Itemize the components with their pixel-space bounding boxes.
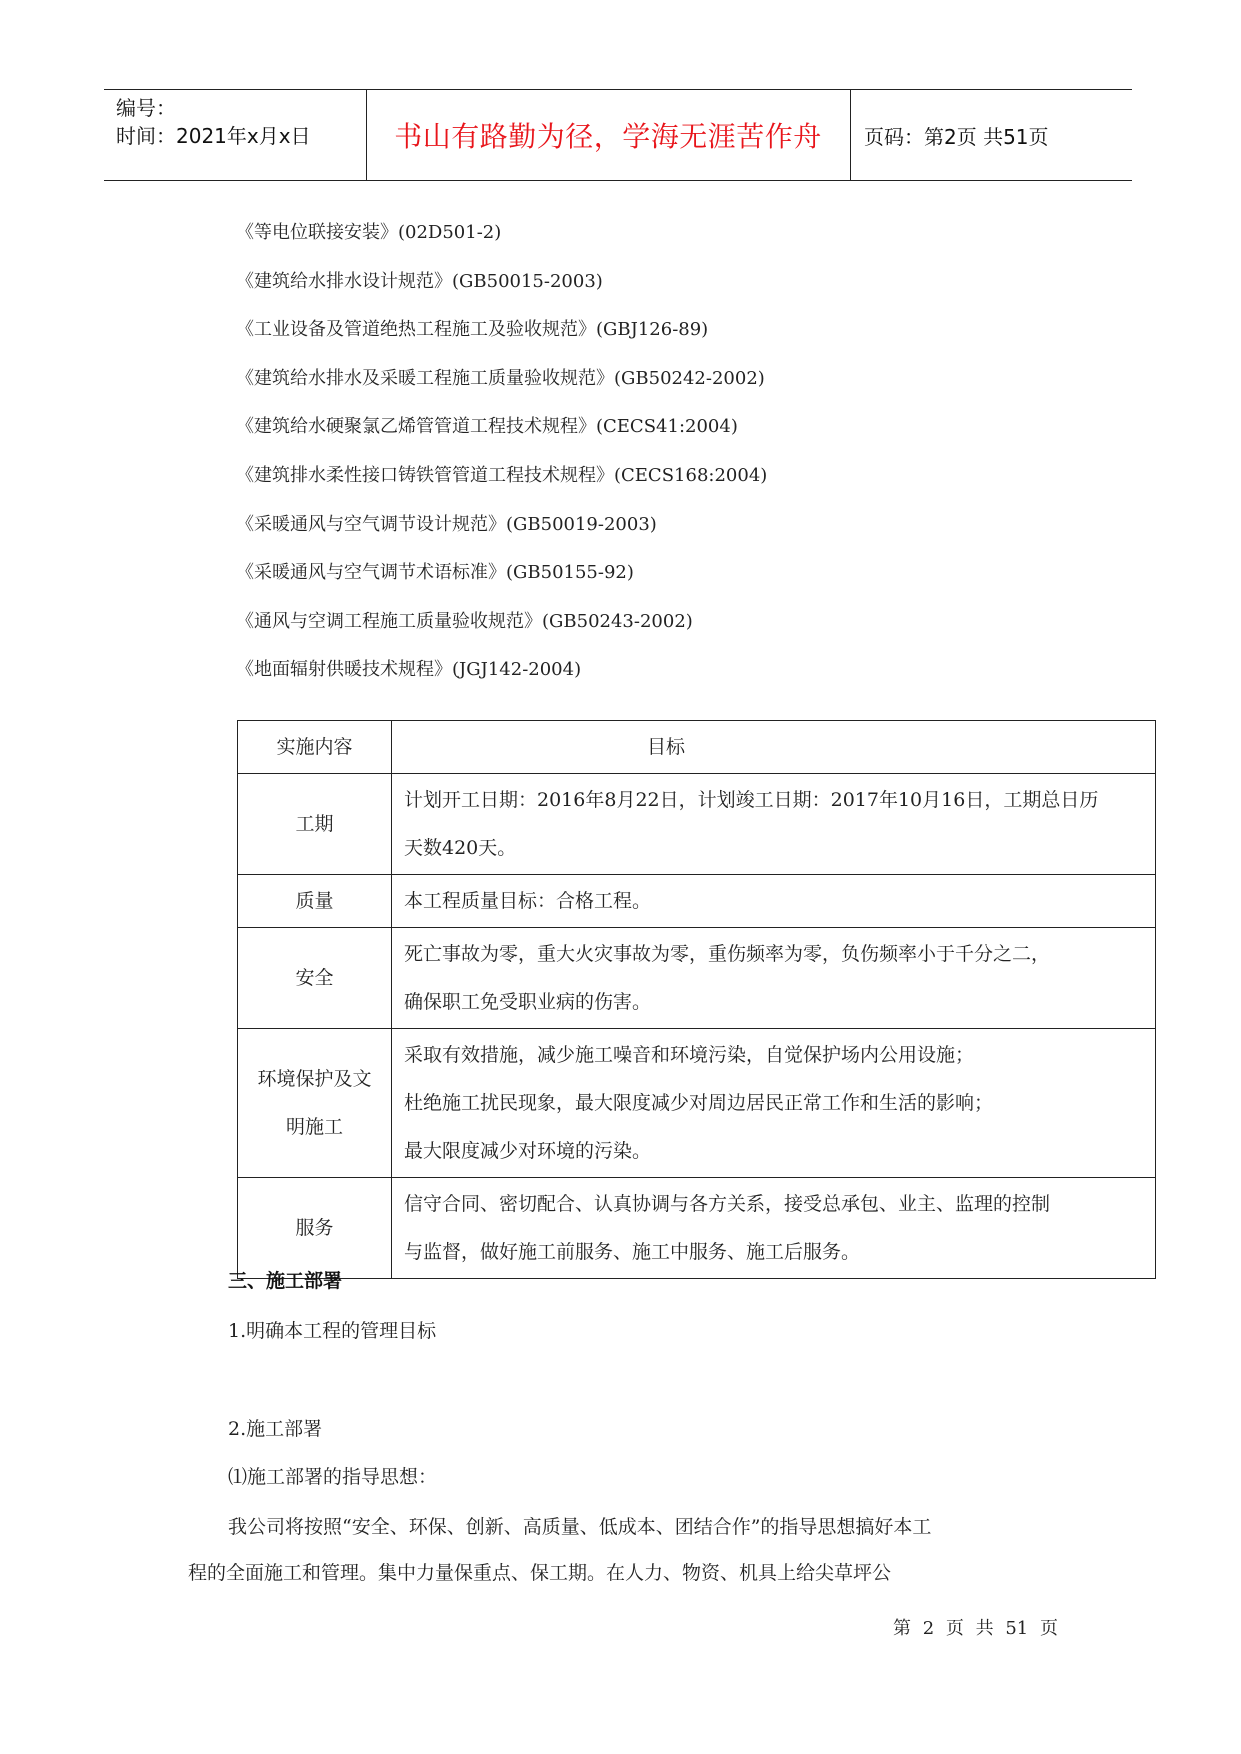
row-goal-line: 信守合同、密切配合、认真协调与各方关系，接受总承包、业主、监理的控制 (404, 1193, 1051, 1215)
document-header (104, 89, 1132, 181)
standard-item: 《采暖通风与空气调节设计规范》(GB50019-2003) (236, 513, 657, 535)
row-goal (392, 928, 1156, 1029)
standard-item: 《建筑给水排水设计规范》(GB50015-2003) (236, 270, 603, 292)
row-item-label: 服务 (238, 1178, 392, 1279)
row-goal-line: 与监督，做好施工前服务、施工中服务、施工后服务。 (404, 1241, 861, 1263)
row-item-label (238, 1029, 392, 1178)
standard-item: 《建筑给水硬聚氯乙烯管管道工程技术规程》(CECS41:2004) (236, 416, 738, 438)
row-goal-line: 杜绝施工扰民现象，最大限度减少对周边居民正常工作和生活的影响； (404, 1092, 994, 1114)
header-motto: 书山有路勤为径，学海无涯苦作舟 (394, 120, 822, 153)
row-goal-line: 最大限度减少对环境的污染。 (404, 1140, 652, 1162)
goals-table (237, 720, 1156, 1279)
paragraph-body-line: 我公司将按照“安全、环保、创新、高质量、低成本、团结合作”的指导思想搞好本工 (228, 1516, 932, 1538)
row-goal (392, 774, 1156, 875)
standard-item: 《建筑排水柔性接口铸铁管管道工程技术规程》(CECS168:2004) (236, 464, 768, 486)
table-row (238, 875, 1156, 928)
table-row (238, 1178, 1156, 1279)
paragraph-guiding-idea: ⑴施工部署的指导思想： (228, 1466, 438, 1488)
column-header-goal: 目标 (392, 721, 1156, 774)
header-divider-right (850, 90, 851, 180)
row-goal-line: 计划开工日期：2016年8月22日，计划竣工日期：2017年10月16日，工期总日历 (404, 789, 1099, 811)
standard-item: 《工业设备及管道绝热工程施工及验收规范》(GBJ126-89) (236, 319, 709, 341)
standard-item: 《通风与空调工程施工质量验收规范》(GB50243-2002) (236, 610, 693, 632)
row-goal (392, 1178, 1156, 1279)
paragraph-management-goals: 1.明确本工程的管理目标 (228, 1320, 437, 1342)
row-item-label-line: 明施工 (285, 1116, 343, 1138)
row-goal-line: 确保职工免受职业病的伤害。 (404, 991, 652, 1013)
row-item-label: 工期 (238, 774, 392, 875)
section-heading: 三、施工部署 (228, 1270, 343, 1292)
row-goal (392, 1029, 1156, 1178)
column-header-item: 实施内容 (238, 721, 392, 774)
table-header-row (238, 721, 1156, 774)
row-goal-line: 天数420天。 (404, 837, 517, 859)
row-item-label: 安全 (238, 928, 392, 1029)
header-meta (116, 94, 311, 150)
standard-item: 《等电位联接安装》(02D501-2) (236, 222, 502, 243)
row-goal-line: 本工程质量目标：合格工程。 (404, 890, 652, 912)
table-row (238, 1029, 1156, 1178)
row-goal (392, 875, 1156, 928)
standards-list (236, 219, 767, 705)
row-item-label: 质量 (238, 875, 392, 928)
paragraph-body-line: 程的全面施工和管理。集中力量保重点、保工期。在人力、物资、机具上给尖草坪公 (188, 1562, 892, 1584)
standard-item: 《采暖通风与空气调节术语标准》(GB50155-92) (236, 562, 634, 584)
standard-item: 《建筑给水排水及采暖工程施工质量验收规范》(GB50242-2002) (236, 367, 765, 389)
page-footer-number: 第 2 页 共 51 页 (893, 1618, 1058, 1639)
header-page-number: 页码：第2页 共51页 (864, 124, 1049, 149)
row-goal-line: 采取有效措施，减少施工噪音和环境污染，自觉保护场内公用设施； (404, 1044, 975, 1066)
row-item-label-line: 环境保护及文 (257, 1068, 372, 1090)
row-goal-line: 死亡事故为零，重大火灾事故为零，重伤频率为零，负伤频率小于千分之二， (404, 943, 1051, 965)
paragraph-deployment: 2.施工部署 (228, 1418, 323, 1440)
standard-item: 《地面辐射供暖技术规程》(JGJ142-2004) (236, 659, 582, 681)
table-row (238, 928, 1156, 1029)
table-row (238, 774, 1156, 875)
header-time: 时间：2021年x月x日 (116, 124, 311, 148)
header-number: 编号： (116, 96, 176, 120)
